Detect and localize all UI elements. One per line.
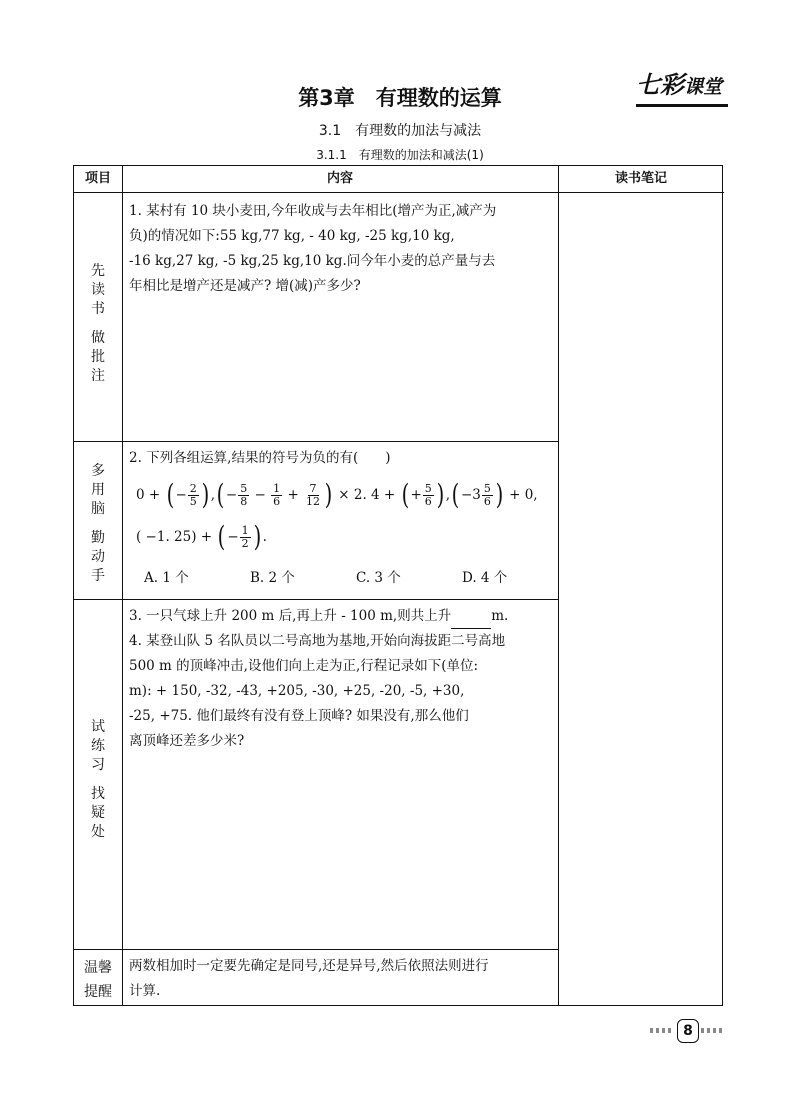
row-label-read: 先读书 做批注 (91, 263, 105, 384)
brand-logo: 七彩课堂 (636, 70, 728, 107)
row-label-practice: 试练习 找疑处 (91, 719, 105, 840)
row-label-tip: 温馨 提醒 (84, 960, 112, 1000)
row-label-think: 多用脑 勤动手 (91, 463, 105, 584)
header-content: 内容 (326, 171, 353, 186)
question-3: 3. 一只气球上升 200 m 后,再上升 - 100 m,则共上升 m. (129, 604, 554, 629)
header-notes: 读书笔记 (614, 171, 667, 186)
fraction: $\frac{7}{12}$ (306, 481, 321, 508)
decorative-dots (650, 1028, 674, 1033)
option-d: D. 4 个 (462, 570, 508, 586)
answer-blank (451, 614, 491, 629)
option-c: C. 3 个 (356, 570, 401, 586)
fraction: $\frac{5}{8}$ (240, 481, 248, 508)
fraction: $\frac{1}{2}$ (241, 523, 249, 550)
row-divider (74, 949, 558, 950)
fraction: $\frac{5}{6}$ (483, 481, 491, 508)
page-number-badge (650, 1019, 725, 1043)
question-1: 1. 某村有 10 块小麦田,今年收成与去年相比(增产为正,减产为 负)的情况如下:55 kg,77 kg, - 40 kg, -25 kg,10 kg, -16 kg,27 kg, -5 kg,25 kg,10 kg.问今年小麦的总产量与去 年相比是增产还是减产? 增(减)产多少? (129, 203, 497, 294)
column-divider (558, 166, 559, 1005)
header-item: 项目 (84, 171, 111, 186)
option-b: B. 2 个 (250, 570, 295, 586)
page-number: 8 (677, 1019, 699, 1043)
row-divider (74, 441, 558, 442)
decorative-dots (701, 1028, 725, 1033)
tip-text: 两数相加时一定要先确定是同号,还是异号,然后依照法则进行 计算. (129, 958, 489, 999)
study-table (73, 165, 723, 1006)
fraction: $\frac{1}{6}$ (273, 481, 281, 508)
fraction: $\frac{5}{6}$ (424, 481, 432, 508)
chapter-title: 第3章 有理数的运算 (298, 86, 502, 110)
row-divider (74, 599, 558, 600)
question-2-expression-2: ( −1. 25) + ( − $\frac{1}{2}$ ) . (136, 520, 267, 553)
column-divider (122, 166, 123, 1005)
subsection-title: 3.1.1 有理数的加法和减法(1) (316, 148, 484, 162)
question-2-expression-1: 0 + ( − $\frac{2}{5}$ ) , ( − $\frac{5}{8}$ − $\frac{1}{6}$ + $\frac{7}{12}$ ) × 2. 4 + ( + $\frac{5}{6}$ ) , ( −3 $\frac{5}{6}$ ) + 0, (136, 478, 538, 511)
fraction: $\frac{2}{5}$ (189, 481, 197, 508)
option-a: A. 1 个 (144, 570, 189, 586)
section-title: 3.1 有理数的加法与减法 (318, 123, 482, 139)
question-4: 4. 某登山队 5 名队员以二号高地为基地,开始向海拔距二号高地 500 m 的顶峰冲击,设他们向上走为正,行程记录如下(单位: m): + 150, -32, -43, +205, -30, +25, -20, -5, +30, -25, +75. 他们最终有没有登上顶峰? 如果没有,那么他们 离顶峰还差多少米? (129, 633, 506, 749)
question-2-stem: 2. 下列各组运算,结果的符号为负的有( ) (129, 450, 391, 466)
header-divider (74, 192, 724, 193)
